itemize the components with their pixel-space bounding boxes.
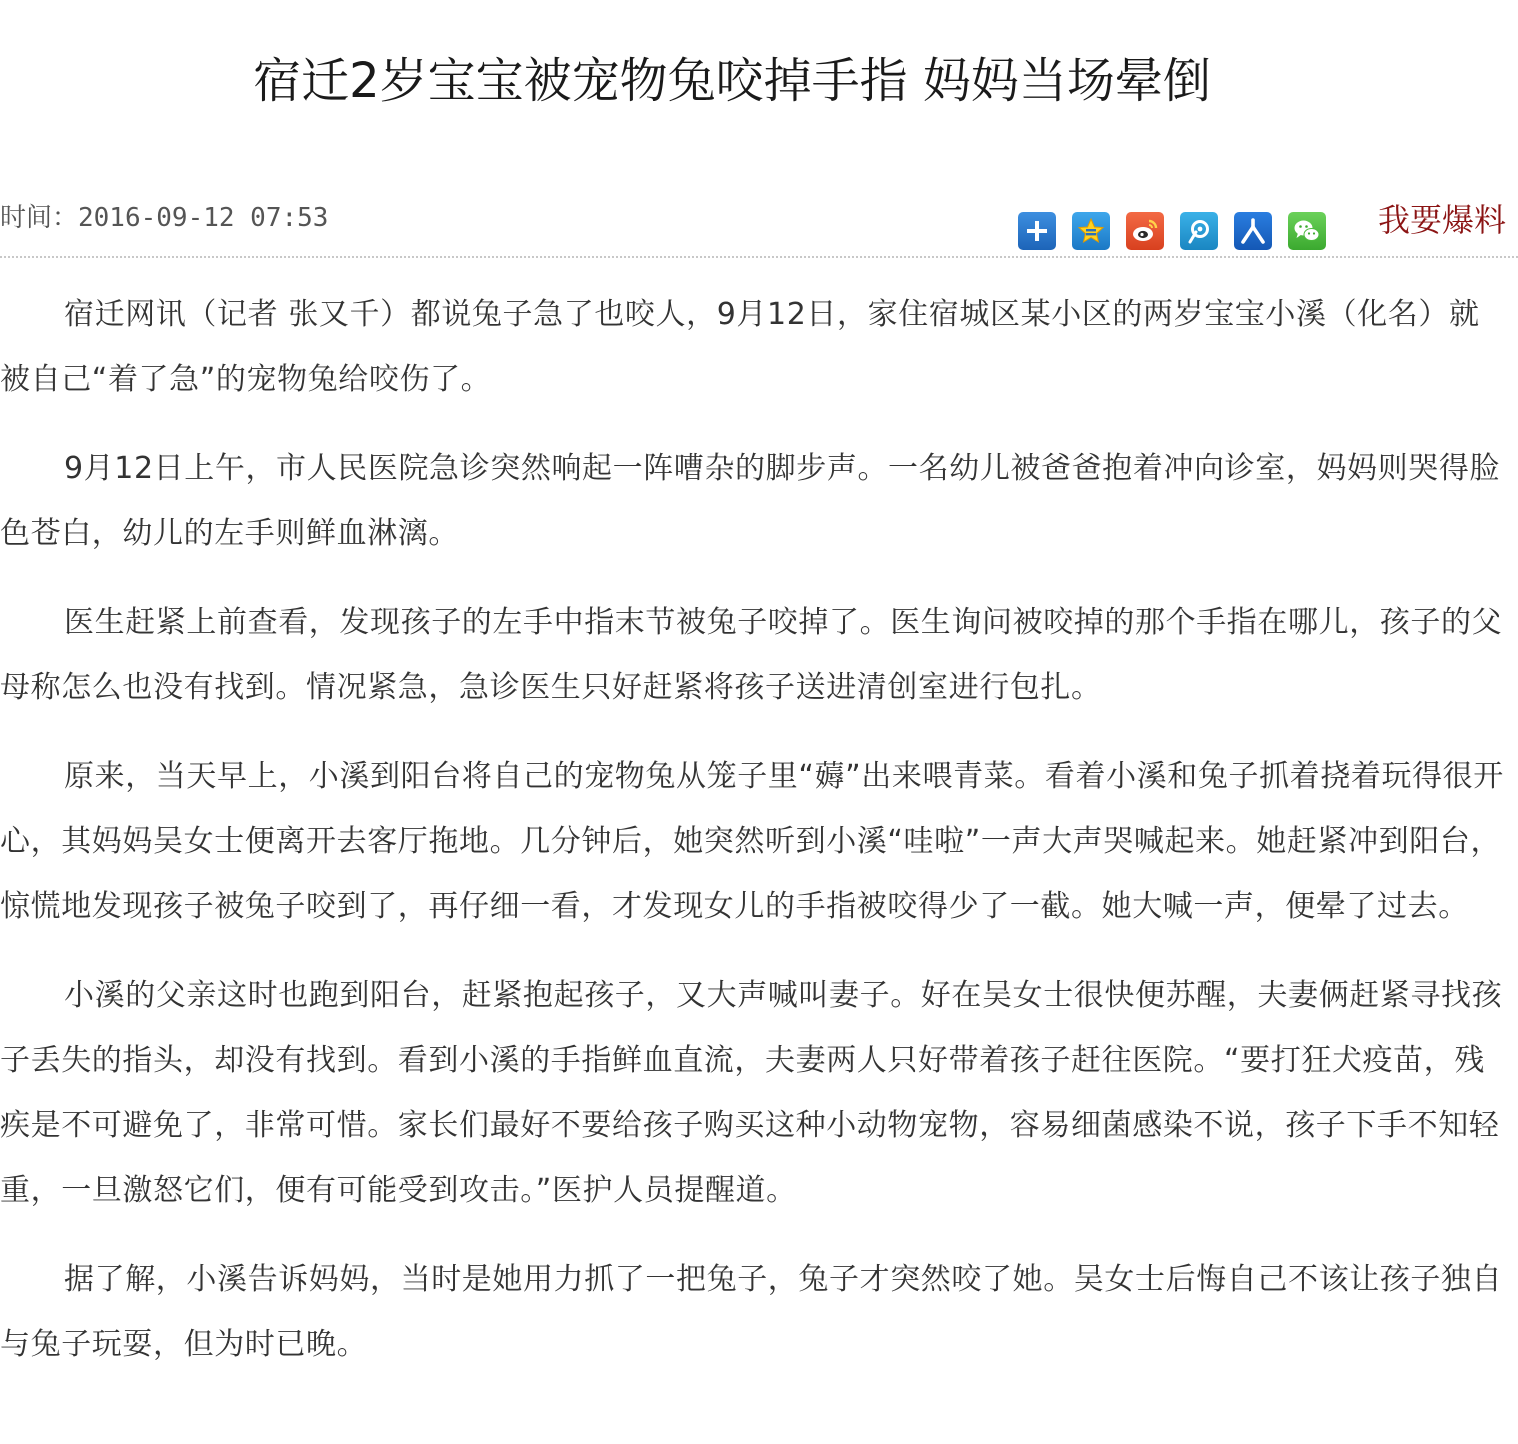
article-paragraph: 据了解，小溪告诉妈妈，当时是她用力抓了一把兔子，兔子才突然咬了她。吴女士后悔自己不该让孩子独自与兔子玩耍，但为时已晚。 <box>0 1262 1503 1362</box>
article-paragraph: 9月12日上午，市人民医院急诊突然响起一阵嘈杂的脚步声。一名幼儿被爸爸抱着冲向诊室，妈妈则哭得脸色苍白，幼儿的左手则鲜血淋漓。 <box>0 451 1501 551</box>
report-news-link[interactable]: 我要爆料 <box>1377 201 1506 239</box>
article-paragraph: 宿迁网讯（记者 张又千）都说兔子急了也咬人，9月12日，家住宿城区某小区的两岁宝宝小溪（化名）就被自己“着了急”的宠物兔给咬伤了。 <box>0 297 1480 397</box>
article-paragraph: 医生赶紧上前查看，发现孩子的左手中指末节被兔子咬掉了。医生询问被咬掉的那个手指在哪儿，孩子的父母称怎么也没有找到。情况紧急，急诊医生只好赶紧将孩子送进清创室进行包扎。 <box>0 605 1503 705</box>
qzone-icon[interactable] <box>1072 212 1110 250</box>
tencent-weibo-icon[interactable] <box>1180 212 1218 250</box>
people-icon[interactable] <box>1234 212 1272 250</box>
article-paragraph: 小溪的父亲这时也跑到阳台，赶紧抱起孩子，又大声喊叫妻子。好在吴女士很快便苏醒，夫妻俩赶紧寻找孩子丢失的指头，却没有找到。看到小溪的手指鲜血直流，夫妻两人只好带着孩子赶往医院。“要打狂犬疫苗，残疾是不可避免了，非常可惜。家长们最好不要给孩子购买这种小动物宠物，容易细菌感染不说，孩子下手不知轻重，一旦激怒它们，便有可能受到攻击。”医护人员提醒道。 <box>0 978 1503 1208</box>
article-meta-row <box>0 190 1518 258</box>
sina-weibo-icon[interactable] <box>1126 212 1164 250</box>
share-plus-icon[interactable] <box>1018 212 1056 250</box>
share-toolbar <box>1018 212 1326 252</box>
wechat-icon[interactable] <box>1288 212 1326 250</box>
meta-divider <box>0 256 1518 258</box>
publish-time: 时间：2016-09-12 07:53 <box>0 203 329 233</box>
article-paragraph: 原来，当天早上，小溪到阳台将自己的宠物兔从笼子里“薅”出来喂青菜。看着小溪和兔子抓着挠着玩得很开心，其妈妈吴女士便离开去客厅拖地。几分钟后，她突然听到小溪“哇啦”一声大声哭喊起来。她赶紧冲到阳台，惊慌地发现孩子被兔子咬到了，再仔细一看，才发现女儿的手指被咬得少了一截。她大喊一声，便晕了过去。 <box>0 759 1504 924</box>
article-body <box>0 282 1510 1401</box>
article-title: 宿迁2岁宝宝被宠物兔咬掉手指 妈妈当场晕倒 <box>253 53 1211 110</box>
